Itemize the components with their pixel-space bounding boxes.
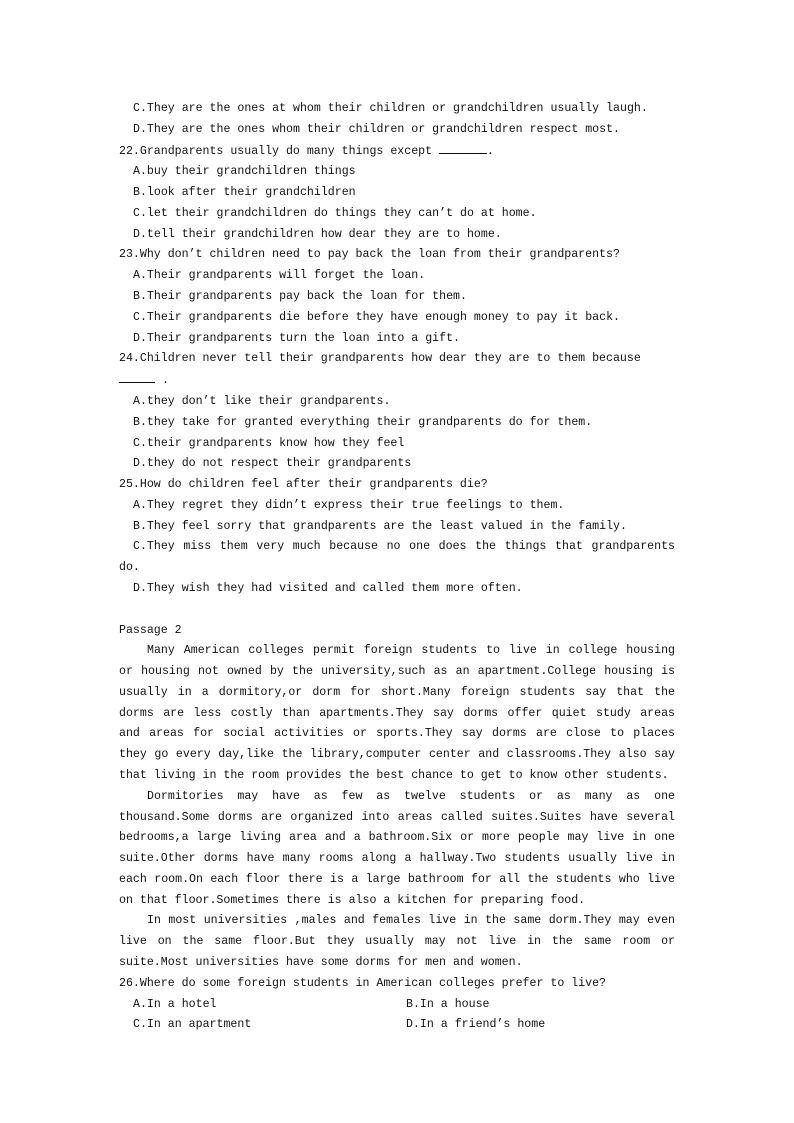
q23-option-c: C.Their grandparents die before they have enough money to pay it back. xyxy=(133,310,621,324)
answer-blank xyxy=(439,141,487,154)
q23-option-a: A.Their grandparents will forget the loan. xyxy=(133,269,426,283)
q26-option-d: D.In a friend’s home xyxy=(406,1018,546,1032)
q25-option-a: A.They regret they didn’t express their true feelings to them. xyxy=(133,498,565,512)
q24-option-b: B.they take for granted everything their grandparents do for them. xyxy=(133,415,593,429)
q26-options-row xyxy=(119,1015,675,1036)
q22-stem xyxy=(119,141,675,163)
q26-option-b: B.In a house xyxy=(406,997,490,1011)
passage-title: Passage 2 xyxy=(119,623,182,637)
q21-option-d: D.They are the ones whom their children or grandchildren respect most. xyxy=(133,122,621,136)
passage-paragraph: Many American colleges permit foreign students to live in college housing or housing not owned by the university,such as an apartment.College housing is usually in a dormitory,or dorm for short.Many foreign students say that the dorms are less costly than apartments.They say dorms offer quiet study areas and areas for social activities or sports.They say dorms are close to places they go every day,like the library,computer center and classrooms.They also say that living in the room provides the best chance to get to know other students. xyxy=(119,644,675,782)
q22-option-d: D.tell their grandchildren how dear they are to home. xyxy=(133,227,502,241)
q24-option-d: D.they do not respect their grandparents xyxy=(133,457,412,471)
q24-stem-text: 24.Children never tell their grandparents how dear they are to them because xyxy=(119,352,641,366)
q24-option-c: C.their grandparents know how they feel xyxy=(133,436,405,450)
q25-stem: 25.How do children feel after their grandparents die? xyxy=(119,478,488,492)
q23-option-d: D.Their grandparents turn the loan into a gift. xyxy=(133,331,460,345)
q22-option-c: C.let their grandchildren do things they can’t do at home. xyxy=(133,206,537,220)
q25-option-c: C.They miss them very much because no one does the things that grandparents do. xyxy=(119,540,675,575)
q26-option-a: A.In a hotel xyxy=(133,997,217,1011)
spacer xyxy=(119,600,675,621)
q23-option-b: B.Their grandparents pay back the loan for them. xyxy=(133,290,467,304)
q22-option-a: A.buy their grandchildren things xyxy=(133,165,356,179)
document-page xyxy=(119,99,675,1036)
q24-stem xyxy=(119,349,675,392)
passage-paragraph: In most universities ,males and females live in the same dorm.They may even live on the same floor.But they usually may not live in the same room or suite.Most universities have some dorms for men and women. xyxy=(119,914,675,970)
answer-blank xyxy=(119,370,155,383)
q22-stem-end: . xyxy=(487,144,495,158)
q25-option-d: D.They wish they had visited and called them more often. xyxy=(133,581,523,595)
q24-stem-end: . xyxy=(155,374,169,388)
q21-option-c: C.They are the ones at whom their children or grandchildren usually laugh. xyxy=(133,102,648,115)
passage-paragraph: Dormitories may have as few as twelve students or as many as one thousand.Some dorms are organized into areas called suites.Suites have several bedrooms,a large living area and a bathroom.Six or more people may live in one suite.Other dorms have many rooms along a hallway.Two students usually live in each room.On each floor there is a large bathroom for all the students who live on that floor.Sometimes there is also a kitchen for preparing food. xyxy=(119,789,675,907)
q26-options-row xyxy=(119,995,675,1016)
q23-stem: 23.Why don’t children need to pay back the loan from their grandparents? xyxy=(119,248,620,262)
q22-option-b: B.look after their grandchildren xyxy=(133,186,356,200)
q22-stem-text: 22.Grandparents usually do many things except xyxy=(119,144,440,158)
q25-option-b: B.They feel sorry that grandparents are the least valued in the family. xyxy=(133,519,627,533)
q26-option-c: C.In an apartment xyxy=(133,1018,252,1032)
q26-stem: 26.Where do some foreign students in American colleges prefer to live? xyxy=(119,976,607,990)
q24-option-a: A.they don’t like their grandparents. xyxy=(133,394,391,408)
